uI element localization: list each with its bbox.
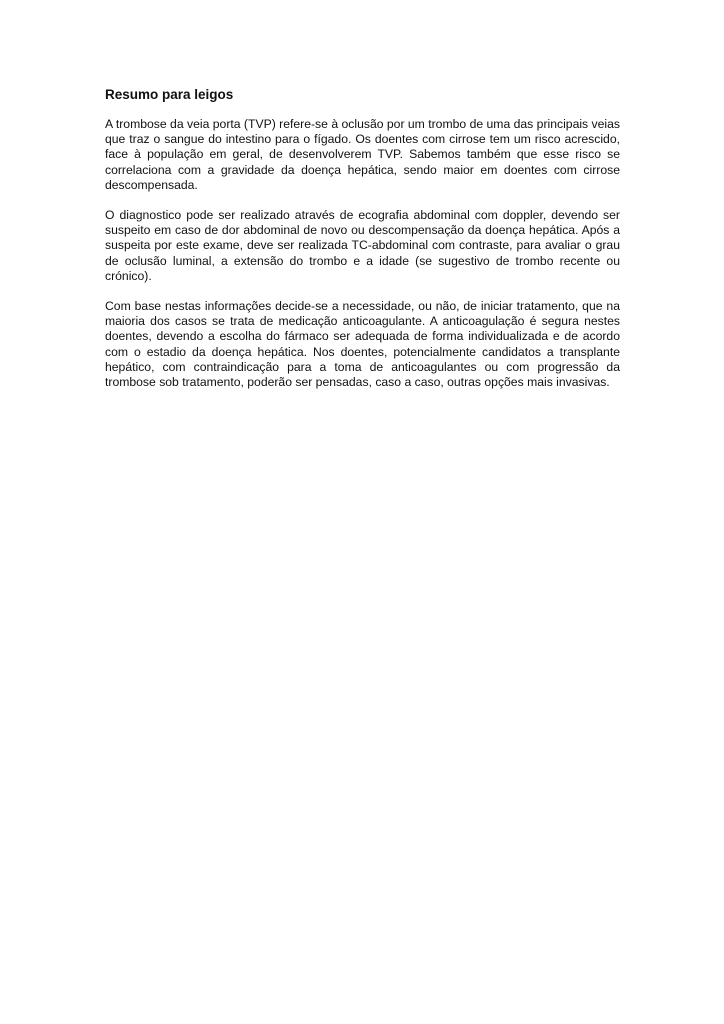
paragraph-diagnosis: O diagnostico pode ser realizado através de ecografia abdominal com doppler, devendo ser suspeito em caso de dor abdominal de novo ou descompensação da doença hepática. Após a suspeita por este exame, deve ser realizada TC-abdominal com contraste, para avaliar o grau de oclusão luminal, a extensão do trombo e a idade (se sugestivo de trombo recente ou crónico). xyxy=(105,208,620,283)
paragraph-definition: A trombose da veia porta (TVP) refere-se à oclusão por um trombo de uma das principais veias que traz o sangue do intestino para o fígado. Os doentes com cirrose tem um risco acrescido, face à população em geral, de desenvolverem TVP. Sabemos também que esse risco se correlaciona com a gravidade da doença hepática, sendo maior em doentes com cirrose descompensada. xyxy=(105,117,620,192)
section-heading: Resumo para leigos xyxy=(105,87,234,102)
document-body xyxy=(105,86,620,405)
paragraph-treatment: Com base nestas informações decide-se a necessidade, ou não, de iniciar tratamento, que na maioria dos casos se trata de medicação anticoagulante. A anticoagulação é segura nestes doentes, devendo a escolha do fármaco ser adequada de forma individualizada e de acordo com o estadio da doença hepática. Nos doentes, potencialmente candidatos a transplante hepático, com contraindicação para a toma de anticoagulantes ou com progressão da trombose sob tratamento, poderão ser pensadas, caso a caso, outras opções mais invasivas. xyxy=(105,299,620,390)
